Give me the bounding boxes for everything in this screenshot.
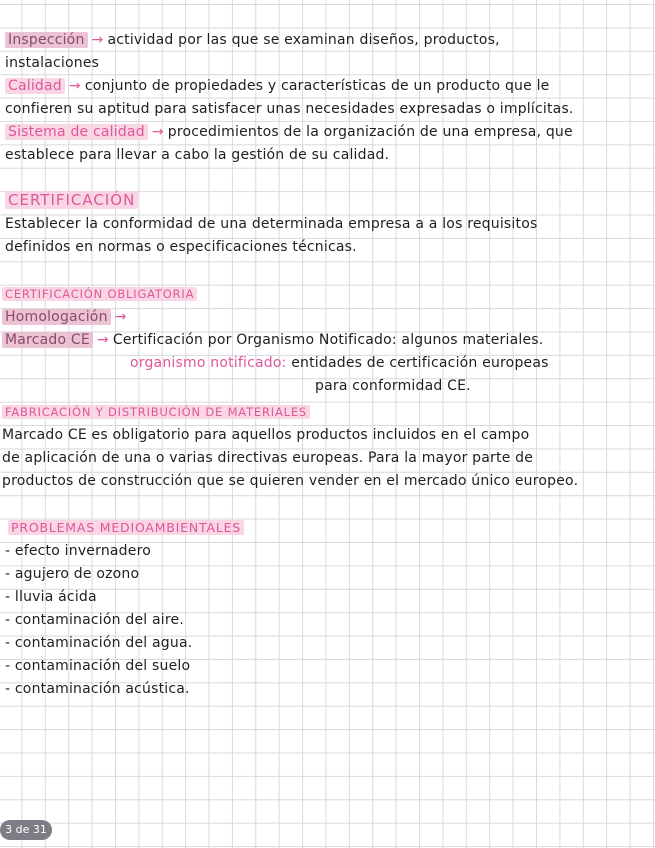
definition-continuation: establece para llevar a cabo la gestión de su calidad.	[5, 147, 390, 163]
organismo-item	[130, 353, 549, 373]
arrow-icon: →	[68, 78, 81, 94]
term-calidad: Calidad	[5, 78, 65, 94]
list-item: - lluvia ácida	[5, 589, 97, 605]
definition-calidad	[5, 76, 549, 96]
marcado-text: Certificación por Organismo Notificado: algunos materiales.	[112, 332, 544, 348]
page-indicator: 3 de 31	[0, 820, 52, 840]
section-heading-obligatoria: CERTIFICACIÓN OBLIGATORIA	[2, 284, 197, 304]
section-heading-fabricacion: FABRICACIÓN Y DISTRIBUCIÓN DE MATERIALES	[2, 402, 310, 422]
arrow-icon: →	[114, 309, 127, 325]
term-organismo: organismo notificado:	[130, 355, 287, 371]
list-item: - agujero de ozono	[5, 566, 140, 582]
paragraph-line: Marcado CE es obligatorio para aquellos productos incluidos en el campo	[2, 427, 530, 443]
term-inspeccion: Inspección	[5, 32, 88, 48]
definition-inspeccion	[5, 30, 500, 50]
homologacion-item	[2, 307, 131, 327]
paragraph-line: productos de construcción que se quieren vender en el mercado único europeo.	[2, 473, 579, 489]
definition-continuation: confieren su aptitud para satisfacer unas necesidades expresadas o implícitas.	[5, 101, 574, 117]
term-homologacion: Homologación	[2, 309, 111, 325]
organismo-continuation: para conformidad CE.	[315, 378, 471, 394]
arrow-icon: →	[91, 32, 104, 48]
term-sistema-calidad: Sistema de calidad	[5, 124, 148, 140]
definition-text: actividad por las que se examinan diseños, productos,	[107, 32, 500, 48]
list-item: - contaminación acústica.	[5, 681, 190, 697]
marcado-item	[2, 330, 543, 350]
list-item: - efecto invernadero	[5, 543, 151, 559]
definition-continuation: instalaciones	[5, 55, 100, 71]
paragraph-line: de aplicación de una o varias directivas europeas. Para la mayor parte de	[2, 450, 534, 466]
list-item: - contaminación del suelo	[5, 658, 191, 674]
definition-sistema-calidad	[5, 122, 573, 142]
paragraph-line: Establecer la conformidad de una determinada empresa a a los requisitos	[5, 216, 538, 232]
definition-text: procedimientos de la organización de una empresa, que	[167, 124, 573, 140]
list-item: - contaminación del aire.	[5, 612, 184, 628]
section-heading-problemas: PROBLEMAS MEDIOAMBIENTALES	[8, 518, 244, 538]
arrow-icon: →	[151, 124, 164, 140]
section-heading-certificacion: CERTIFICACIÓN	[5, 190, 138, 210]
arrow-icon: →	[96, 332, 109, 348]
term-marcado-ce: Marcado CE	[2, 332, 93, 348]
organismo-text: entidades de certificación europeas	[291, 355, 549, 371]
paragraph-line: definidos en normas o especificaciones técnicas.	[5, 239, 357, 255]
definition-text: conjunto de propiedades y características de un producto que le	[84, 78, 550, 94]
list-item: - contaminación del agua.	[5, 635, 193, 651]
